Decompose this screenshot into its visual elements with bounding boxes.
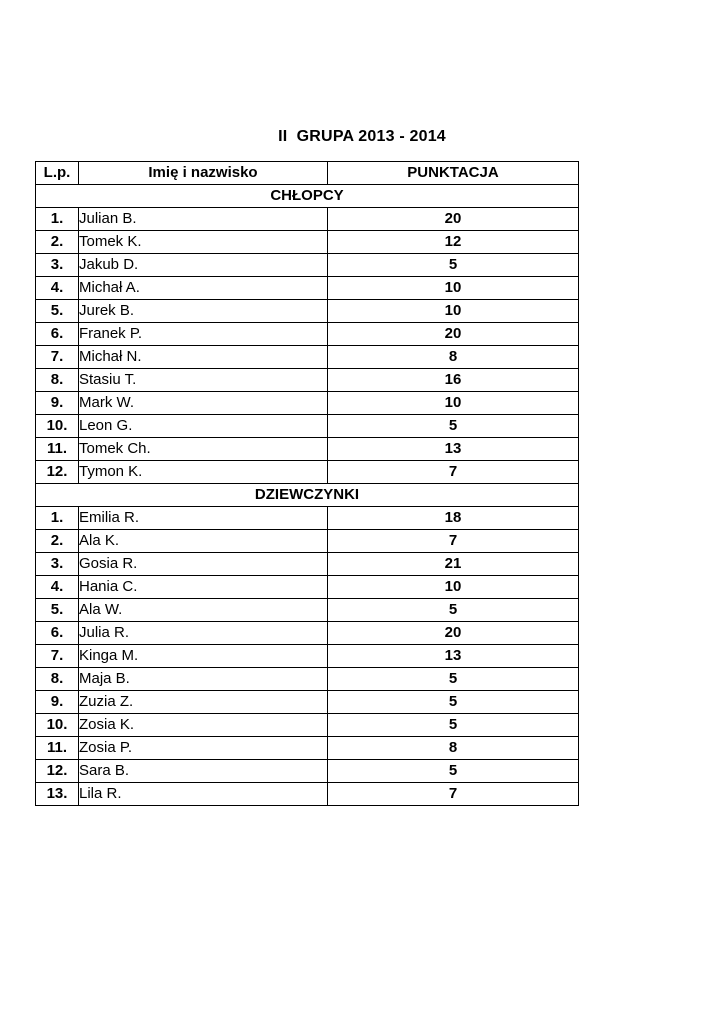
section-row <box>36 185 579 208</box>
table-row <box>36 530 579 553</box>
participant-name: Emilia R. <box>79 507 328 530</box>
table-row <box>36 599 579 622</box>
points-value: 5 <box>328 415 579 438</box>
participant-name: Leon G. <box>79 415 328 438</box>
participant-name: Mark W. <box>79 392 328 415</box>
row-number: 9. <box>36 392 79 415</box>
row-number: 4. <box>36 576 79 599</box>
participant-name: Sara B. <box>79 760 328 783</box>
participant-name: Michał A. <box>79 277 328 300</box>
row-number: 7. <box>36 645 79 668</box>
row-number: 2. <box>36 530 79 553</box>
points-value: 10 <box>328 300 579 323</box>
table-row <box>36 415 579 438</box>
row-number: 3. <box>36 553 79 576</box>
table-row <box>36 507 579 530</box>
table-row <box>36 737 579 760</box>
participant-name: Zosia K. <box>79 714 328 737</box>
section-label: DZIEWCZYNKI <box>36 484 579 507</box>
row-number: 7. <box>36 346 79 369</box>
points-value: 5 <box>328 714 579 737</box>
points-value: 5 <box>328 599 579 622</box>
table-row <box>36 714 579 737</box>
row-number: 10. <box>36 415 79 438</box>
points-value: 8 <box>328 737 579 760</box>
participant-name: Hania C. <box>79 576 328 599</box>
table-row <box>36 277 579 300</box>
table-row <box>36 645 579 668</box>
points-value: 12 <box>328 231 579 254</box>
table-body <box>36 185 579 806</box>
points-value: 5 <box>328 668 579 691</box>
section-label: CHŁOPCY <box>36 185 579 208</box>
table-row <box>36 461 579 484</box>
points-value: 18 <box>328 507 579 530</box>
row-number: 9. <box>36 691 79 714</box>
row-number: 2. <box>36 231 79 254</box>
participant-name: Franek P. <box>79 323 328 346</box>
table-row <box>36 622 579 645</box>
row-number: 8. <box>36 668 79 691</box>
participant-name: Zosia P. <box>79 737 328 760</box>
table-row <box>36 300 579 323</box>
points-value: 7 <box>328 530 579 553</box>
table-row <box>36 323 579 346</box>
row-number: 4. <box>36 277 79 300</box>
column-header-points: PUNKTACJA <box>328 162 579 185</box>
participant-name: Stasiu T. <box>79 369 328 392</box>
points-value: 5 <box>328 254 579 277</box>
score-table <box>35 161 579 806</box>
participant-name: Tomek K. <box>79 231 328 254</box>
column-header-lp: L.p. <box>36 162 79 185</box>
points-value: 20 <box>328 208 579 231</box>
participant-name: Julian B. <box>79 208 328 231</box>
row-number: 5. <box>36 300 79 323</box>
points-value: 10 <box>328 277 579 300</box>
page-title: II GRUPA 2013 - 2014 <box>278 128 446 145</box>
row-number: 1. <box>36 507 79 530</box>
row-number: 5. <box>36 599 79 622</box>
table-row <box>36 346 579 369</box>
column-header-name: Imię i nazwisko <box>79 162 328 185</box>
row-number: 13. <box>36 783 79 806</box>
participant-name: Jakub D. <box>79 254 328 277</box>
table-row <box>36 438 579 461</box>
participant-name: Lila R. <box>79 783 328 806</box>
row-number: 12. <box>36 461 79 484</box>
participant-name: Michał N. <box>79 346 328 369</box>
row-number: 11. <box>36 737 79 760</box>
points-value: 5 <box>328 691 579 714</box>
row-number: 3. <box>36 254 79 277</box>
participant-name: Tymon K. <box>79 461 328 484</box>
participant-name: Kinga M. <box>79 645 328 668</box>
points-value: 5 <box>328 760 579 783</box>
table-row <box>36 783 579 806</box>
points-value: 13 <box>328 645 579 668</box>
table-row <box>36 576 579 599</box>
table-row <box>36 369 579 392</box>
row-number: 1. <box>36 208 79 231</box>
row-number: 6. <box>36 323 79 346</box>
participant-name: Jurek B. <box>79 300 328 323</box>
row-number: 10. <box>36 714 79 737</box>
table-row <box>36 760 579 783</box>
points-value: 8 <box>328 346 579 369</box>
table-row <box>36 231 579 254</box>
points-value: 21 <box>328 553 579 576</box>
participant-name: Maja B. <box>79 668 328 691</box>
points-value: 20 <box>328 323 579 346</box>
section-row <box>36 484 579 507</box>
row-number: 8. <box>36 369 79 392</box>
table-row <box>36 553 579 576</box>
row-number: 12. <box>36 760 79 783</box>
header-row <box>36 162 579 185</box>
participant-name: Zuzia Z. <box>79 691 328 714</box>
points-value: 16 <box>328 369 579 392</box>
points-value: 20 <box>328 622 579 645</box>
participant-name: Ala W. <box>79 599 328 622</box>
table-row <box>36 254 579 277</box>
row-number: 6. <box>36 622 79 645</box>
participant-name: Ala K. <box>79 530 328 553</box>
points-value: 7 <box>328 783 579 806</box>
participant-name: Gosia R. <box>79 553 328 576</box>
participant-name: Tomek Ch. <box>79 438 328 461</box>
table-row <box>36 668 579 691</box>
points-value: 7 <box>328 461 579 484</box>
points-value: 13 <box>328 438 579 461</box>
points-value: 10 <box>328 576 579 599</box>
table-row <box>36 392 579 415</box>
table-row <box>36 208 579 231</box>
points-value: 10 <box>328 392 579 415</box>
table-row <box>36 691 579 714</box>
participant-name: Julia R. <box>79 622 328 645</box>
row-number: 11. <box>36 438 79 461</box>
